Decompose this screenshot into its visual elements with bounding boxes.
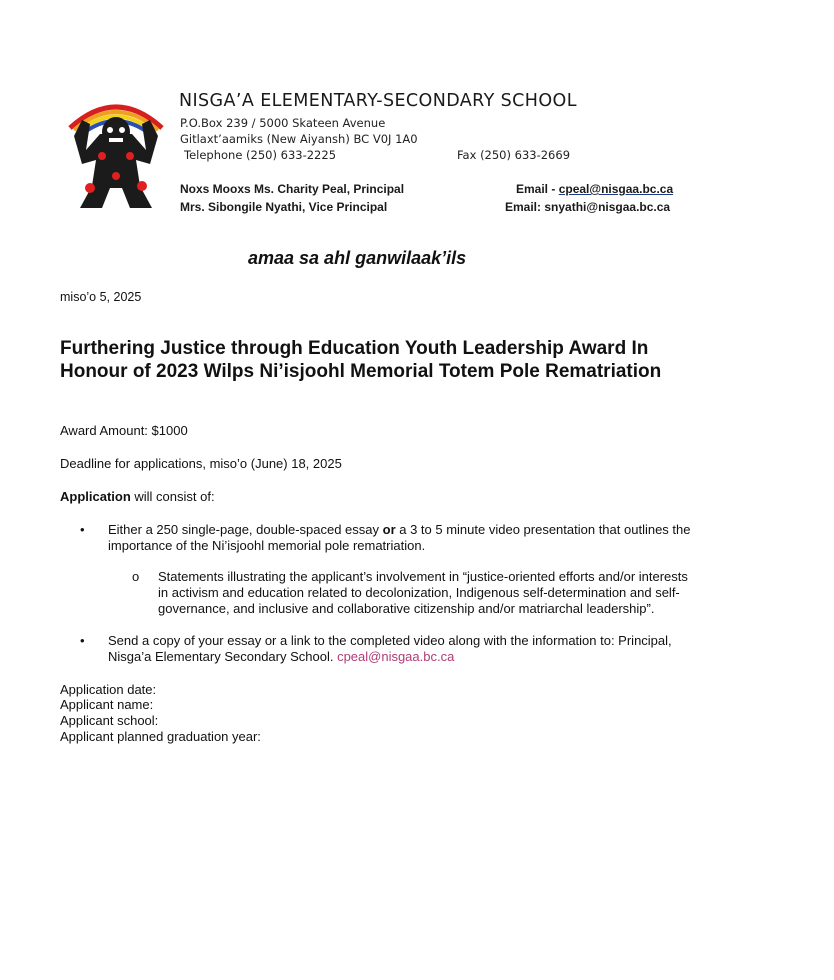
school-logo <box>60 90 172 218</box>
vice-principal-email-label: Email: <box>505 200 542 214</box>
address-line-1: P.O.Box 239 / 5000 Skateen Avenue <box>180 116 386 130</box>
award-amount: Award Amount: $1000 <box>60 423 188 438</box>
principal-email-row <box>516 182 673 196</box>
address-line-2: Gitlaxt’aamiks (New Aiyansh) BC V0J 1A0 <box>180 132 418 146</box>
deadline: Deadline for applications, miso’o (June) 18, 2025 <box>60 456 342 471</box>
form-graduation-year: Applicant planned graduation year: <box>60 729 261 744</box>
award-title: Furthering Justice through Education Youth Leadership Award In Honour of 2023 Wilps Ni’isjoohl Memorial Totem Pole Rematriation <box>60 338 662 382</box>
school-name: NISGA’A ELEMENTARY-SECONDARY SCHOOL <box>179 91 577 111</box>
application-intro <box>60 489 215 504</box>
sub-bullet-item: Statements illustrating the applicant’s involvement in “justice-oriented efforts and/or interests in activism and education related to decolonization, Indigenous self-determination and self-governance, and inclusive and collaborative citizenship and/or matriarchal leadership”. <box>158 569 688 616</box>
bullet-item-2 <box>108 633 708 665</box>
bullet-1-post: a 3 to 5 minute video presentation that outlines the importance of the Ni’isjoohl memorial pole rematriation. <box>108 522 691 553</box>
vice-principal: Mrs. Sibongile Nyathi, Vice Principal <box>180 200 388 214</box>
bullet-1-or: or <box>382 522 396 537</box>
bullet-dot-1: • <box>80 522 85 537</box>
application-rest: will consist of: <box>130 489 215 504</box>
vice-principal-email-link[interactable]: snyathi@nisgaa.bc.ca <box>544 200 671 214</box>
bullet-1-pre: Either a 250 single-page, double-spaced essay <box>108 522 383 537</box>
bullet-dot-2: • <box>80 633 85 648</box>
principal: Noxs Mooxs Ms. Charity Peal, Principal <box>180 182 405 196</box>
letter-date: miso’o 5, 2025 <box>60 290 142 304</box>
telephone: Telephone (250) 633-2225 <box>184 148 337 162</box>
principal-email-label: Email - <box>516 182 556 196</box>
fax: Fax (250) 633-2669 <box>457 148 571 162</box>
principal-email-link[interactable]: cpeal@nisgaa.bc.ca <box>558 182 674 196</box>
application-bold: Application <box>60 489 131 504</box>
motto: amaa sa ahl ganwilaak’ils <box>248 248 467 268</box>
sub-bullet-marker: o <box>132 569 140 584</box>
bullet-2-email-link[interactable]: cpeal@nisgaa.bc.ca <box>337 649 455 664</box>
form-applicant-school: Applicant school: <box>60 713 159 728</box>
vice-principal-email-row <box>505 200 670 214</box>
form-applicant-name: Applicant name: <box>60 697 154 712</box>
form-application-date: Application date: <box>60 682 157 697</box>
bullet-2-text: Send a copy of your essay or a link to the completed video along with the information to: Principal, Nisga’a Elementary Secondary School. <box>108 633 672 664</box>
bullet-item-1 <box>108 522 698 554</box>
